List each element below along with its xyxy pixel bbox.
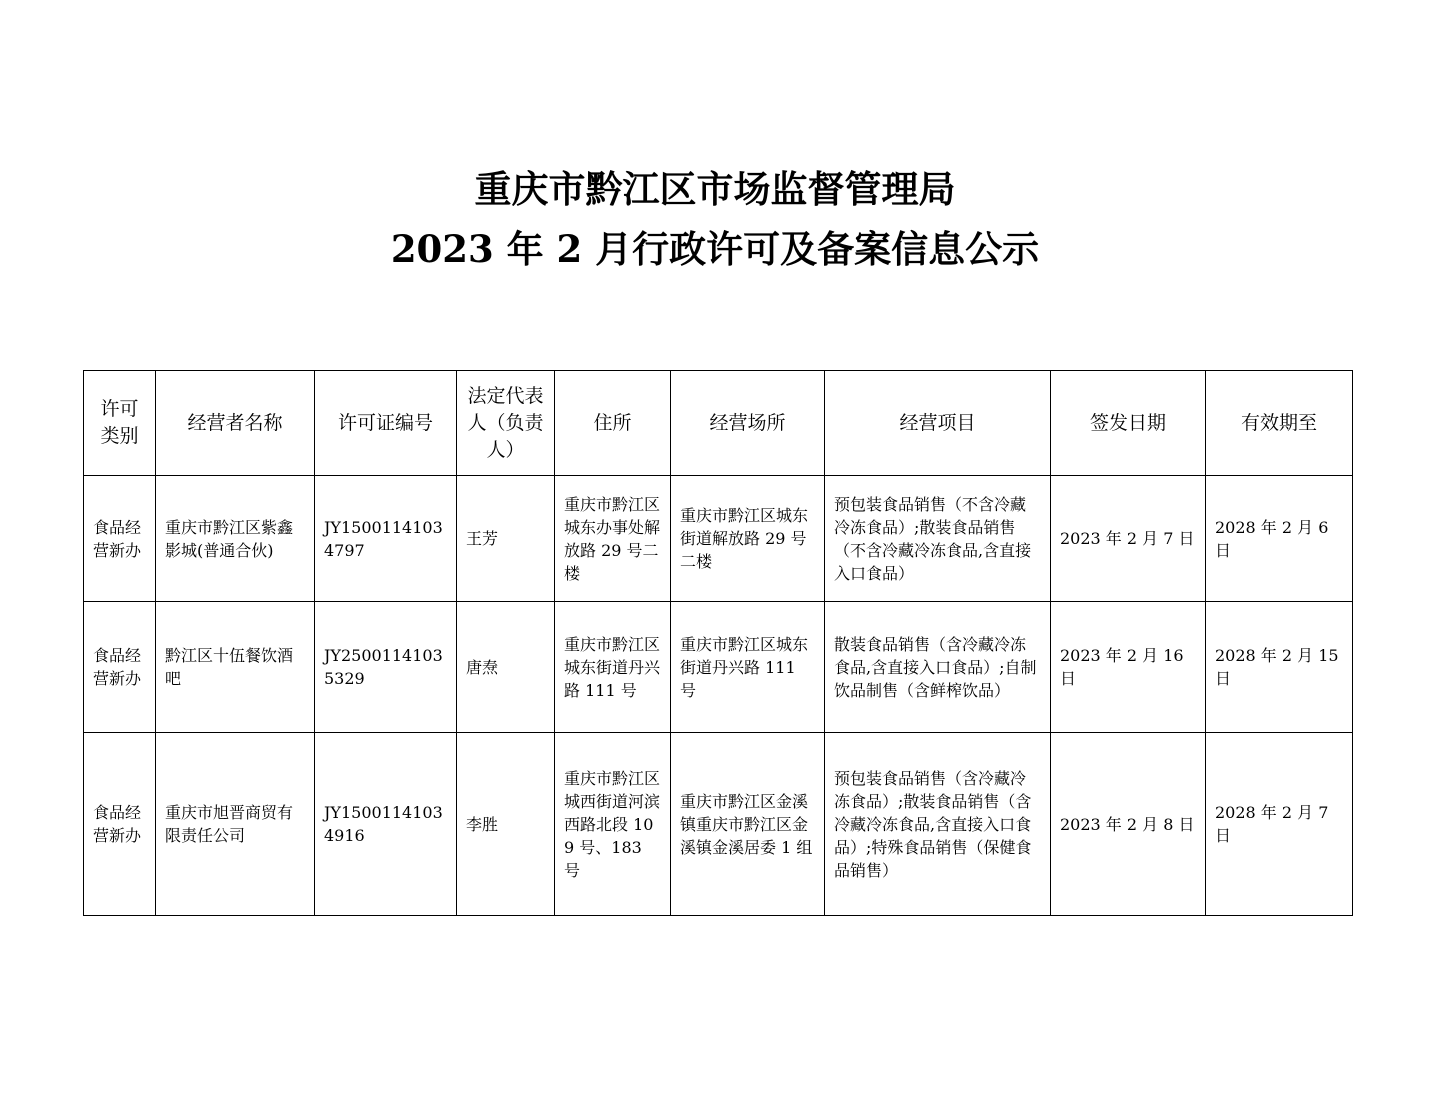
cell-license-no: JY25001141035329 [315, 602, 457, 733]
cell-address: 重庆市黔江区城西街道河滨西路北段 109 号、183 号 [555, 733, 671, 916]
document-title-line-1: 重庆市黔江区市场监督管理局 [474, 167, 956, 211]
header-operator: 经营者名称 [156, 371, 315, 476]
document-title-line-2: 2023 年 2 月行政许可及备案信息公示 [390, 227, 1040, 271]
cell-issue-date: 2023 年 2 月 8 日 [1051, 733, 1206, 916]
cell-legal-rep: 唐焘 [457, 602, 555, 733]
cell-operator: 黔江区十伍餐饮酒吧 [156, 602, 315, 733]
cell-license-no: JY15001141034797 [315, 476, 457, 602]
header-category: 许可类别 [84, 371, 156, 476]
cell-legal-rep: 王芳 [457, 476, 555, 602]
table-row [84, 476, 1353, 602]
header-address: 住所 [555, 371, 671, 476]
table-row [84, 733, 1353, 916]
table-row [84, 602, 1353, 733]
cell-issue-date: 2023 年 2 月 16 日 [1051, 602, 1206, 733]
cell-valid-until: 2028 年 2 月 15 日 [1206, 602, 1353, 733]
cell-license-no: JY15001141034916 [315, 733, 457, 916]
cell-business-scope: 散装食品销售（含冷藏冷冻食品,含直接入口食品）;自制饮品制售（含鲜榨饮品） [825, 602, 1051, 733]
cell-legal-rep: 李胜 [457, 733, 555, 916]
cell-category: 食品经营新办 [84, 476, 156, 602]
cell-operator: 重庆市旭晋商贸有限责任公司 [156, 733, 315, 916]
cell-category: 食品经营新办 [84, 733, 156, 916]
header-business-scope: 经营项目 [825, 371, 1051, 476]
header-valid-until: 有效期至 [1206, 371, 1353, 476]
cell-category: 食品经营新办 [84, 602, 156, 733]
cell-address: 重庆市黔江区城东街道丹兴路 111 号 [555, 602, 671, 733]
header-legal-rep: 法定代表人（负责人） [457, 371, 555, 476]
cell-valid-until: 2028 年 2 月 7 日 [1206, 733, 1353, 916]
license-notice-table [83, 370, 1353, 916]
cell-valid-until: 2028 年 2 月 6 日 [1206, 476, 1353, 602]
header-issue-date: 签发日期 [1051, 371, 1206, 476]
cell-business-scope: 预包装食品销售（含冷藏冷冻食品）;散装食品销售（含冷藏冷冻食品,含直接入口食品）;特殊食品销售（保健食品销售） [825, 733, 1051, 916]
cell-address: 重庆市黔江区城东办事处解放路 29 号二楼 [555, 476, 671, 602]
cell-operator: 重庆市黔江区紫鑫影城(普通合伙) [156, 476, 315, 602]
cell-issue-date: 2023 年 2 月 7 日 [1051, 476, 1206, 602]
cell-premises: 重庆市黔江区城东街道解放路 29 号二楼 [671, 476, 825, 602]
header-premises: 经营场所 [671, 371, 825, 476]
cell-premises: 重庆市黔江区金溪镇重庆市黔江区金溪镇金溪居委 1 组 [671, 733, 825, 916]
cell-premises: 重庆市黔江区城东街道丹兴路 111 号 [671, 602, 825, 733]
cell-business-scope: 预包装食品销售（不含冷藏冷冻食品）;散装食品销售（不含冷藏冷冻食品,含直接入口食品） [825, 476, 1051, 602]
table-header-row [84, 371, 1353, 476]
header-license-no: 许可证编号 [315, 371, 457, 476]
